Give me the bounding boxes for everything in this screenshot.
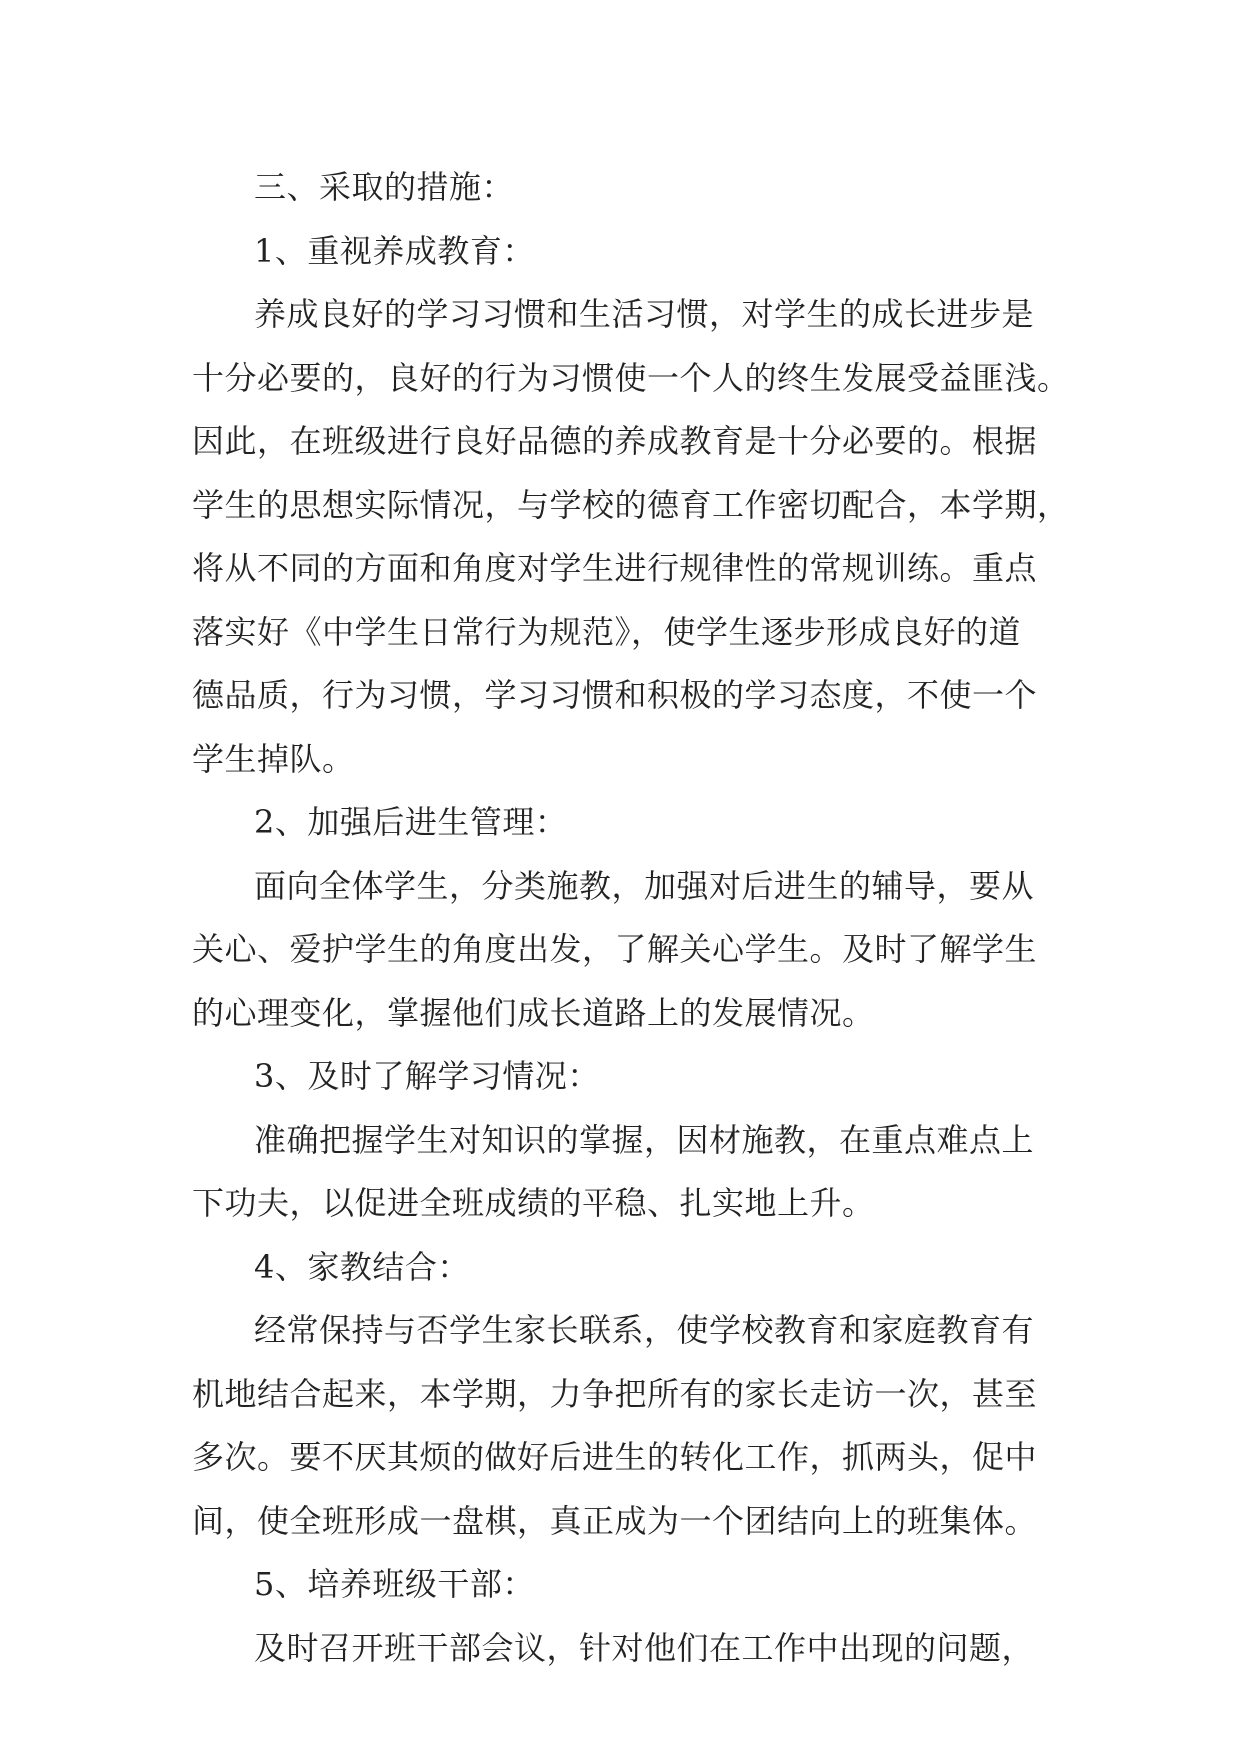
paragraph-line: 德品质，行为习惯，学习习惯和积极的学习态度，不使一个	[192, 676, 1038, 714]
paragraph-line: 将从不同的方面和角度对学生进行规律性的常规训练。重点	[192, 549, 1038, 587]
subheading-5: 5、培养班级干部：	[254, 1565, 535, 1603]
paragraph-line: 多次。要不厌其烦的做好后进生的转化工作，抓两头，促中	[192, 1438, 1038, 1476]
paragraph-line: 十分必要的，良好的行为习惯使一个人的终生发展受益匪浅。	[192, 358, 1070, 397]
paragraph-line: 准确把握学生对知识的掌握，因材施教，在重点难点上	[254, 1120, 1035, 1159]
subheading-1: 1、重视养成教育：	[254, 231, 535, 270]
paragraph-line: 经常保持与否学生家长联系，使学校教育和家庭教育有	[254, 1311, 1035, 1349]
subheading-4: 4、家教结合：	[254, 1247, 470, 1286]
paragraph-line: 落实好《中学生日常行为规范》，使学生逐步形成良好的道	[192, 612, 1022, 651]
paragraph-line: 面向全体学生，分类施教，加强对后进生的辅导，要从	[254, 866, 1035, 905]
subheading-2: 2、加强后进生管理：	[254, 803, 568, 841]
paragraph-line: 学生的思想实际情况，与学校的德育工作密切配合，本学期，	[192, 485, 1070, 524]
document-body	[192, 156, 1070, 1680]
section-heading: 三、采取的措施：	[254, 168, 515, 206]
paragraph-line: 学生掉队。	[192, 739, 355, 778]
paragraph-line: 因此，在班级进行良好品德的养成教育是十分必要的。根据	[192, 422, 1038, 460]
paragraph-line: 的心理变化，掌握他们成长道路上的发展情况。	[192, 993, 875, 1032]
paragraph-line: 间，使全班形成一盘棋，真正成为一个团结向上的班集体。	[192, 1501, 1038, 1540]
paragraph-line: 养成良好的学习习惯和生活习惯，对学生的成长进步是	[254, 295, 1035, 333]
paragraph-line: 及时召开班干部会议，针对他们在工作中出现的问题，	[254, 1628, 1035, 1667]
subheading-3: 3、及时了解学习情况：	[254, 1057, 600, 1095]
paragraph-line: 机地结合起来，本学期，力争把所有的家长走访一次，甚至	[192, 1374, 1038, 1413]
paragraph-line: 关心、爱护学生的角度出发，了解关心学生。及时了解学生	[192, 930, 1038, 968]
paragraph-line: 下功夫，以促进全班成绩的平稳、扎实地上升。	[192, 1184, 875, 1222]
